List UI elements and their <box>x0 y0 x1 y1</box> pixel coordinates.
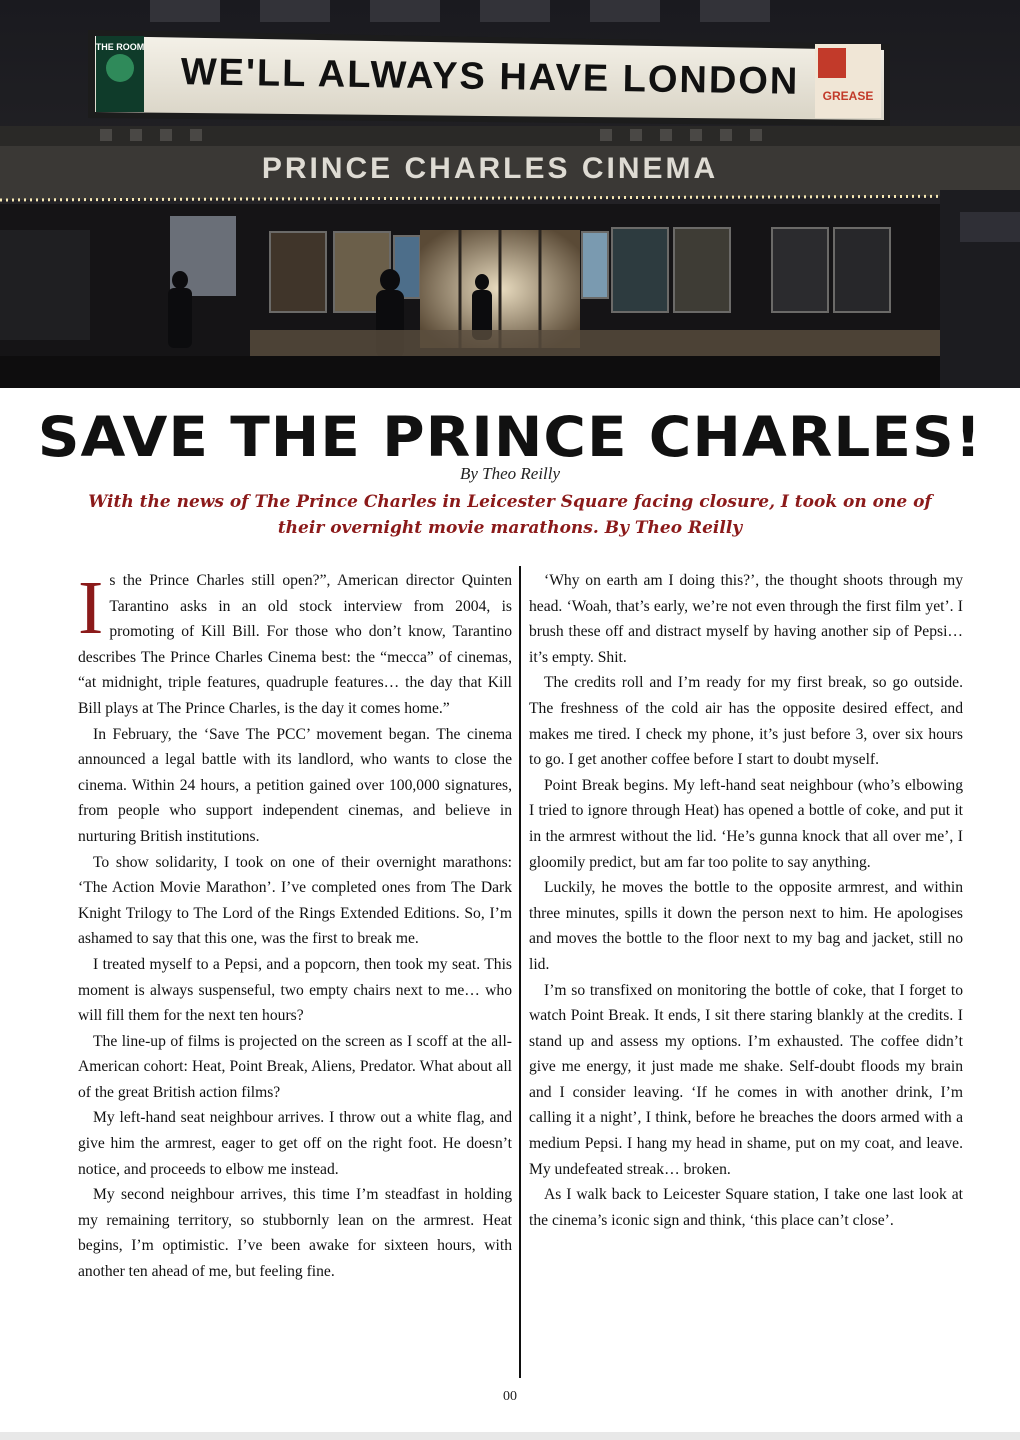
paragraph-text: s the Prince Charles still open?”, American director Quinten Tarantino asks in an old stock interview from 2004, is promoting of Kill Bill. For those who don’t know, Tarantino describes The Prince Charles Cinema best: the “mecca” of cinemas, “at midnight, triple features, quadruple features… the day that Kill Bill plays at The Prince Charles, is the day it comes home.” <box>78 572 512 717</box>
paragraph: ‘Why on earth am I doing this?’, the thought shoots through my head. ‘Woah, that’s early, we’re not even through the first film yet’. I brush these off and distract myself by having another sip of Pepsi… it’s empty. Shit. <box>529 572 963 666</box>
article-column-right <box>529 568 963 1233</box>
paragraph: Luckily, he moves the bottle to the opposite armrest, and within three minutes, spills it down the person next to him. He apologises and moves the bottle to the floor next to my bag and jacket, still no lid. <box>529 879 963 973</box>
paragraph: Point Break begins. My left-hand seat neighbour (who’s elbowing I tried to ignore through Heat) has opened a bottle of coke, and put it in the armrest without the lid. ‘He’s gunna knock that all over me’, I gloomily predict, but am far too polite to say anything. <box>529 776 963 871</box>
paragraph: The credits roll and I’m ready for my first break, so go outside. The freshness of the cold air has the opposite desired effect, and makes me tired. I check my phone, it’s just before 3, over six hours to go. I get another coffee before I start to doubt myself. <box>529 674 963 769</box>
paragraph: To show solidarity, I took on one of their overnight marathons: ‘The Action Movie Marathon’. I’ve completed ones from The Dark Knight Trilogy to The Lord of the Rings Extended Editions. So, I’m ashamed to say that this one, was the first to break me. <box>78 853 512 948</box>
paragraph: I treated myself to a Pepsi, and a popcorn, then took my seat. This moment is always suspenseful, two empty chairs next to me… who will fill them for the next ten hours? <box>78 955 512 1025</box>
paragraph: My left-hand seat neighbour arrives. I throw out a white flag, and give him the armrest, eager to get off on the right foot. He doesn’t notice, and proceeds to elbow me instead. <box>78 1109 512 1178</box>
column-divider <box>519 566 521 1378</box>
article-byline: By Theo Reilly <box>459 464 561 483</box>
paragraph: My second neighbour arrives, this time I’m steadfast in holding my remaining territory, so stubbornly lean on the armrest. Heat begins, I’m optimistic. I’ve been awake for sixteen hours, with another ten ahead of me, but feeling fine. <box>78 1186 512 1281</box>
page-number: 00 <box>503 1389 517 1404</box>
paragraph: As I walk back to Leicester Square station, I take one last look at the cinema’s iconic sign and think, ‘this place can’t close’. <box>529 1186 963 1229</box>
paragraph: In February, the ‘Save The PCC’ movement began. The cinema announced a legal battle with its landlord, who wants to close the cinema. Within 24 hours, a petition gained over 100,000 signatures, from people who support independent cinemas, and believe in nurturing British institutions. <box>78 725 512 845</box>
paragraph <box>78 568 512 722</box>
hero-photo <box>0 0 1020 388</box>
paragraph: The line-up of films is projected on the screen as I scoff at the all-American cohort: Heat, Point Break, Aliens, Predator. What about all of the great British action films? <box>78 1032 512 1101</box>
article-title: SAVE THE PRINCE CHARLES! <box>37 404 983 470</box>
paragraph: I’m so transfixed on monitoring the bottle of coke, that I forget to watch Point Break. It ends, I sit there staring blankly at the credits. I stand up and assess my options. I’m exhausted. The coffee didn’t give me energy, it just made me shake. Self-doubt floods my brain and I consider leaving. ‘If he comes in with another drink, I’m calling it a night’, I think, before he breaches the doors armed with a medium Pepsi. I hang my head in shame, put on my coat, and leave. My undefeated streak… broken. <box>529 981 963 1178</box>
cinema-facade-illustration <box>0 0 1020 388</box>
poster-right-title: GREASE <box>822 89 874 103</box>
article-standfirst: With the news of The Prince Charles in Leicester Square facing closure, I took on one of their overnight movie marathons. By Theo Reilly <box>88 492 932 538</box>
marquee-text: WE'LL ALWAYS HAVE LONDON <box>180 51 800 103</box>
facade-sign: PRINCE CHARLES CINEMA <box>261 152 719 185</box>
footer-strip <box>0 1432 1020 1440</box>
drop-cap: I <box>78 566 104 650</box>
article-column-left <box>78 568 512 1285</box>
poster-left-title: THE ROOM <box>95 42 145 52</box>
